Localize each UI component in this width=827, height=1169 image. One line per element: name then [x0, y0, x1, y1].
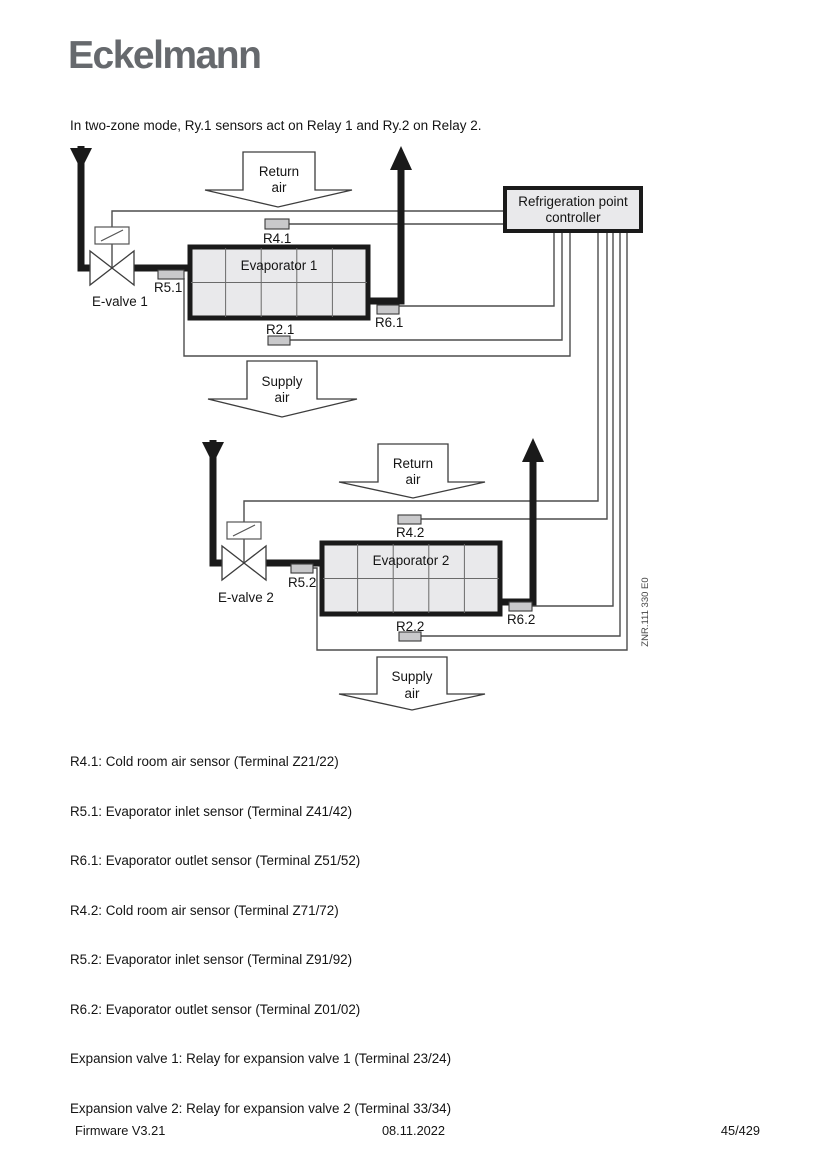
eckelmann-logo: Eckelmann	[68, 34, 261, 77]
arrow-up-icon	[390, 146, 412, 170]
footer-firmware-version: Firmware V3.21	[75, 1123, 166, 1138]
legend-item: Expansion valve 1: Relay for expansion valve 1 (Terminal 23/24)	[70, 1051, 452, 1066]
evaporator1	[190, 247, 368, 318]
evaporator1-label: Evaporator 1	[240, 258, 318, 273]
sensor-r6-2-icon	[509, 602, 532, 611]
legend-item: R5.2: Evaporator inlet sensor (Terminal Z91/92)	[70, 952, 353, 967]
pipe-suction-1	[366, 168, 401, 301]
sensor-r2-1-icon	[268, 336, 290, 345]
drawing-number: ZNR.111 330 E0	[640, 577, 651, 647]
sensor-r4-2-icon	[398, 515, 421, 524]
supply-air-2-line2: air	[404, 686, 420, 701]
return-air-1-line1: Return	[258, 164, 300, 179]
sensor-r4-1-icon	[265, 219, 289, 229]
legend-item: R4.1: Cold room air sensor (Terminal Z21/22)	[70, 754, 339, 769]
sensor-legend	[70, 721, 451, 1150]
wire-r6-1	[399, 233, 554, 306]
return-air-2-line1: Return	[392, 456, 434, 471]
sensor-r2-2-label: R2.2	[396, 619, 425, 634]
wire-r6-2	[532, 233, 613, 606]
legend-item: Expansion valve 2: Relay for expansion valve 2 (Terminal 33/34)	[70, 1100, 452, 1116]
supply-air-1-line2: air	[274, 390, 290, 405]
legend-item: R6.1: Evaporator outlet sensor (Terminal Z51/52)	[70, 853, 361, 868]
arrow-down-icon	[70, 148, 92, 170]
refrigeration-point-controller	[505, 188, 641, 231]
sensor-r4-2-label: R4.2	[396, 525, 425, 540]
sensor-r6-1-label: R6.1	[375, 315, 404, 330]
supply-air-arrow-1	[208, 361, 357, 417]
evalve1-label: E-valve 1	[92, 294, 148, 309]
legend-item: R5.1: Evaporator inlet sensor (Terminal Z41/42)	[70, 803, 353, 819]
evaporator2-label: Evaporator 2	[372, 553, 450, 568]
air-arrows	[205, 152, 485, 710]
arrow-down-icon	[202, 442, 224, 464]
sensor-r2-1-label: R2.1	[266, 322, 295, 337]
return-air-2-line2: air	[405, 472, 421, 487]
supply-air-1-line1: Supply	[261, 374, 303, 389]
evalve2-label: E-valve 2	[218, 590, 274, 605]
intro-text: In two-zone mode, Ry.1 sensors act on Relay 1 and Ry.2 on Relay 2.	[70, 118, 482, 133]
sensor-r6-2-label: R6.2	[507, 612, 536, 627]
sensor-r5-1-icon	[158, 270, 184, 279]
sensor-r4-1-label: R4.1	[263, 231, 292, 246]
sensor-r5-2-label: R5.2	[288, 575, 317, 590]
evalve2	[218, 522, 274, 605]
supply-air-2-line1: Supply	[391, 669, 433, 684]
evaporator2	[322, 543, 500, 614]
legend-item: R6.2: Evaporator outlet sensor (Terminal Z01/02)	[70, 1001, 361, 1017]
controller-label-line1: Refrigeration point	[518, 194, 628, 209]
pipe-suction-2	[498, 460, 533, 602]
footer-date: 08.11.2022	[381, 1123, 446, 1138]
footer-page-number: 45/429	[720, 1123, 760, 1138]
controller-label-line2: controller	[545, 210, 601, 225]
return-air-arrow-2	[339, 444, 485, 498]
arrow-up-icon	[522, 438, 544, 462]
legend-item: R4.2: Cold room air sensor (Terminal Z71/72)	[70, 902, 339, 918]
sensor-r5-2-icon	[291, 564, 313, 573]
sensor-r5-1-label: R5.1	[154, 280, 183, 295]
sensor-r6-1-icon	[377, 305, 399, 314]
wire-r4-2	[421, 233, 607, 519]
page-footer	[0, 1123, 827, 1141]
return-air-1-line2: air	[271, 180, 287, 195]
